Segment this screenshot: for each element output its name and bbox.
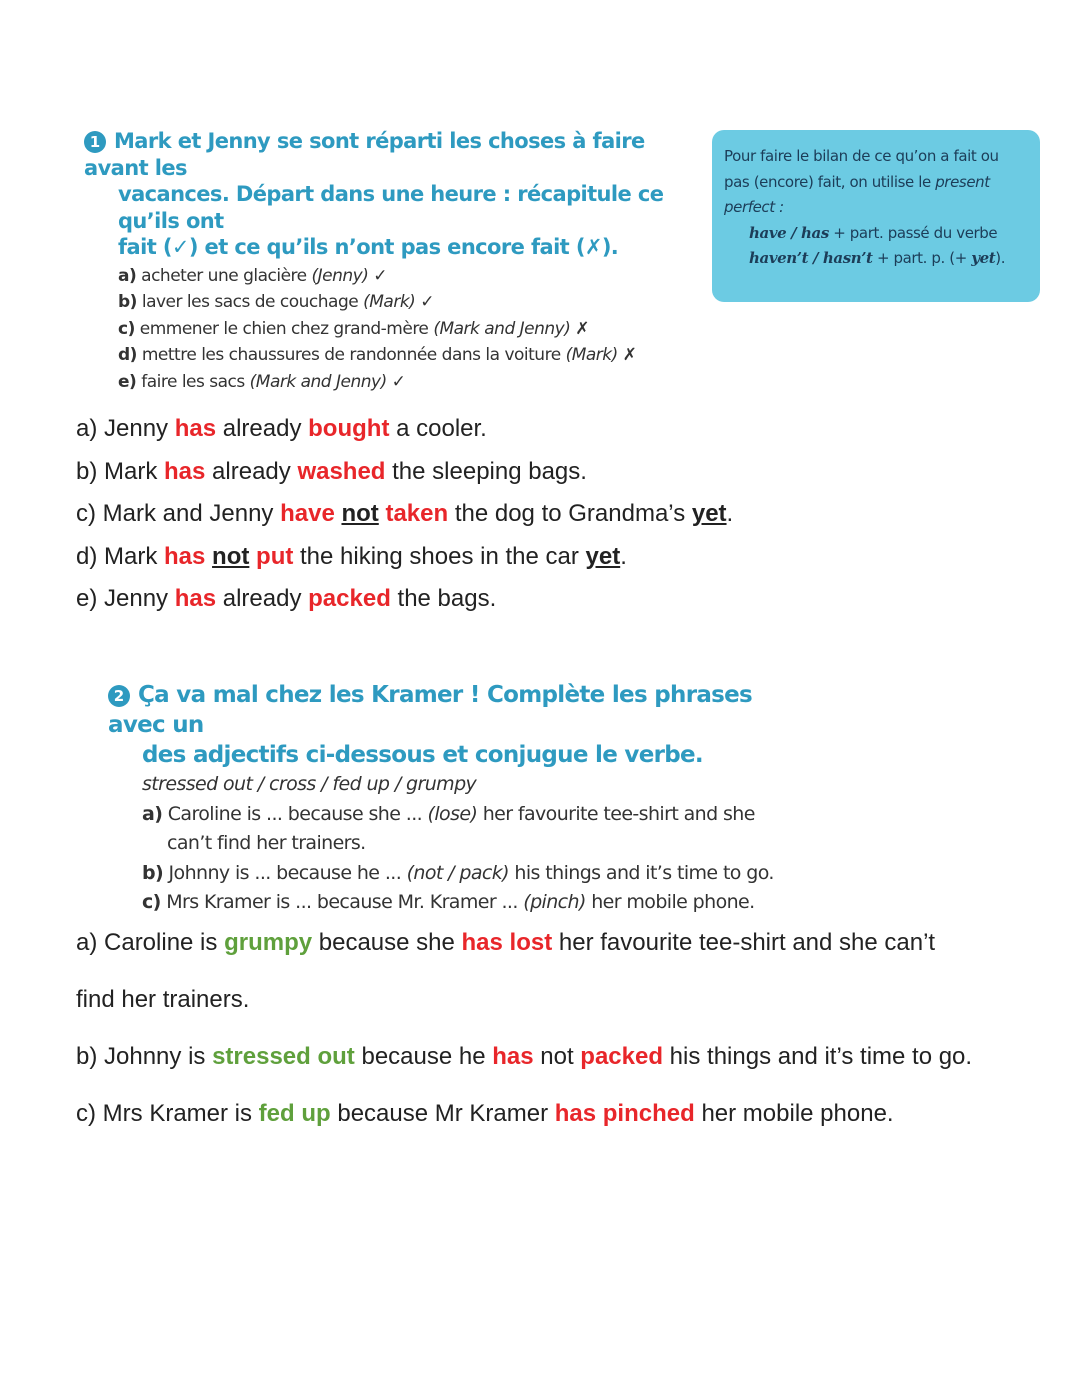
text-segment: has	[164, 542, 206, 570]
text-segment: his things and it’s time to go.	[508, 861, 774, 884]
text-segment: the bags.	[390, 585, 497, 613]
item-text: acheter une glacière	[141, 265, 307, 286]
answer-line	[76, 914, 972, 971]
text-segment: a) Caroline is	[76, 929, 225, 956]
text-segment: not	[212, 542, 250, 570]
text-segment: e) Jenny	[76, 585, 175, 613]
exercise-number-badge: 1	[84, 131, 106, 153]
answers-2	[76, 914, 972, 1142]
text-segment: the hiking shoes in the car	[293, 542, 586, 570]
text-segment: Mrs Kramer is ... because Mr. Kramer ...	[166, 891, 524, 913]
item-who: (Mark and Jenny)	[433, 318, 571, 339]
cross-icon: ✗	[575, 318, 590, 339]
text-segment: c)	[142, 891, 161, 913]
grammar-rule-2	[724, 246, 1028, 272]
item-label: b)	[118, 292, 137, 312]
text-segment: c) Mrs Kramer is	[76, 1100, 259, 1127]
text-segment: have	[280, 500, 335, 528]
text-segment: because Mr Kramer	[330, 1100, 555, 1127]
answer-line	[76, 451, 733, 494]
text-segment: not	[341, 500, 379, 528]
text-segment: (lose)	[427, 802, 478, 825]
text-segment: her mobile phone.	[585, 891, 755, 913]
text-segment: (pinch)	[523, 891, 586, 913]
check-icon: ✓	[420, 292, 434, 312]
rule-emphasis: haven’t / hasn’t	[749, 249, 873, 267]
item-text: laver les sacs de couchage	[141, 292, 359, 312]
text-segment: put	[256, 542, 294, 570]
answer-line	[76, 971, 972, 1028]
text-segment: her favourite tee-shirt and she	[477, 802, 755, 825]
answer-line	[76, 493, 733, 536]
text-segment: stressed out	[212, 1043, 355, 1070]
text-segment: because she	[312, 929, 462, 956]
exercise-2	[108, 680, 808, 918]
exercise-2-title	[108, 680, 808, 770]
grammar-rule-1	[724, 221, 1028, 247]
text-segment: b) Johnny is	[76, 1043, 213, 1070]
title-line: Ça va mal chez les Kramer ! Complète les phrases avec un	[108, 682, 753, 738]
exercise-number-badge: 2	[108, 685, 130, 707]
text-segment: a cooler.	[389, 415, 487, 442]
text-segment: the sleeping bags.	[385, 457, 587, 485]
item-text: emmener le chien chez grand-mère	[139, 318, 429, 339]
text-segment: her favourite tee-shirt and she can’t	[552, 929, 936, 956]
text-segment: Caroline is ... because she ...	[167, 802, 428, 825]
text-segment: a) Jenny	[76, 415, 175, 442]
list-item	[142, 859, 808, 889]
answer-line	[76, 1028, 972, 1085]
title-line: fait (✓) et ce qu’ils n’ont pas encore fait (✗).	[118, 235, 619, 259]
item-text: mettre les chaussures de randonnée dans la voiture	[141, 345, 561, 365]
text-segment: a)	[142, 802, 163, 825]
text-segment: grumpy	[224, 929, 313, 956]
answer-line	[76, 578, 733, 621]
item-who: (Jenny)	[311, 265, 369, 286]
grammar-term: perfect :	[724, 198, 784, 216]
grammar-intro-line: Pour faire le bilan de ce qu’on a fait ou	[724, 147, 999, 165]
text-segment: has	[164, 457, 206, 485]
answers-1	[76, 408, 733, 621]
text-segment: taken	[385, 500, 449, 528]
text-segment: .	[620, 542, 627, 570]
text-segment: has	[492, 1043, 534, 1070]
text-segment: her mobile phone.	[694, 1100, 894, 1127]
text-segment: not	[533, 1043, 581, 1070]
check-icon: ✓	[391, 371, 406, 392]
text-segment: because he	[354, 1043, 493, 1070]
answer-line	[76, 536, 733, 579]
text-segment: packed	[580, 1043, 664, 1070]
text-segment: (not / pack)	[406, 861, 509, 884]
rule-emphasis: have / has	[749, 223, 829, 242]
item-who: (Mark and Jenny)	[249, 371, 387, 392]
rule-text: ).	[995, 249, 1006, 267]
list-item	[118, 369, 704, 396]
exercise-2-body	[108, 770, 808, 918]
rule-text: + part. p. (+	[872, 249, 972, 267]
item-who: (Mark)	[363, 292, 416, 312]
text-segment: b) Mark	[76, 457, 165, 485]
answer-line	[76, 1085, 972, 1142]
item-text: faire les sacs	[141, 371, 245, 392]
text-segment: already	[216, 415, 309, 442]
cross-icon: ✗	[622, 345, 637, 365]
text-segment: has	[174, 585, 217, 613]
adjective-list: stressed out / cross / fed up / grumpy	[142, 773, 477, 795]
check-icon: ✓	[373, 265, 388, 286]
rule-emphasis: yet	[971, 249, 996, 267]
grammar-term: present	[935, 172, 990, 191]
text-segment: washed	[297, 457, 386, 485]
text-segment: has lost	[461, 929, 553, 956]
item-label: d)	[118, 345, 137, 365]
text-segment: yet	[585, 542, 621, 570]
list-item	[118, 289, 704, 316]
list-item	[118, 263, 704, 290]
answer-line	[76, 408, 733, 451]
text-segment: .	[726, 500, 734, 528]
item-label: c)	[118, 318, 135, 339]
text-segment: has	[174, 415, 217, 442]
title-line: des adjectifs ci-dessous et conjugue le verbe.	[142, 742, 703, 768]
item-who: (Mark)	[565, 345, 618, 365]
text-segment: packed	[308, 585, 391, 613]
text-segment: fed up	[258, 1100, 331, 1127]
list-item	[142, 800, 808, 859]
exercise-1-title	[84, 128, 704, 261]
list-item	[118, 316, 704, 343]
text-segment: c) Mark and Jenny	[76, 500, 281, 528]
text-segment: already	[216, 585, 309, 613]
grammar-intro-line: pas (encore) fait, on utilise le	[724, 172, 931, 191]
text-segment: b)	[142, 861, 164, 884]
text-segment: can’t find her trainers.	[167, 832, 366, 854]
text-segment: already	[205, 457, 298, 485]
item-label: a)	[118, 265, 137, 286]
text-segment: Johnny is ... because he ...	[168, 861, 407, 884]
exercise-1-items	[84, 263, 704, 396]
text-segment: d) Mark	[76, 542, 165, 570]
title-line: Mark et Jenny se sont réparti les choses à faire avant les	[84, 129, 645, 180]
text-segment: find her trainers.	[76, 986, 250, 1013]
exercise-1	[84, 128, 704, 395]
text-segment: yet	[691, 500, 727, 528]
rule-text: + part. passé du verbe	[828, 223, 998, 242]
text-segment: has pinched	[554, 1100, 695, 1127]
item-label: e)	[118, 371, 137, 392]
text-segment: bought	[308, 415, 390, 442]
title-line: vacances. Départ dans une heure : récapitule ce qu’ils ont	[118, 182, 664, 233]
text-segment: his things and it’s time to go.	[663, 1043, 973, 1070]
text-segment: the dog to Grandma’s	[448, 500, 692, 528]
grammar-box	[712, 130, 1040, 302]
list-item	[118, 342, 704, 369]
